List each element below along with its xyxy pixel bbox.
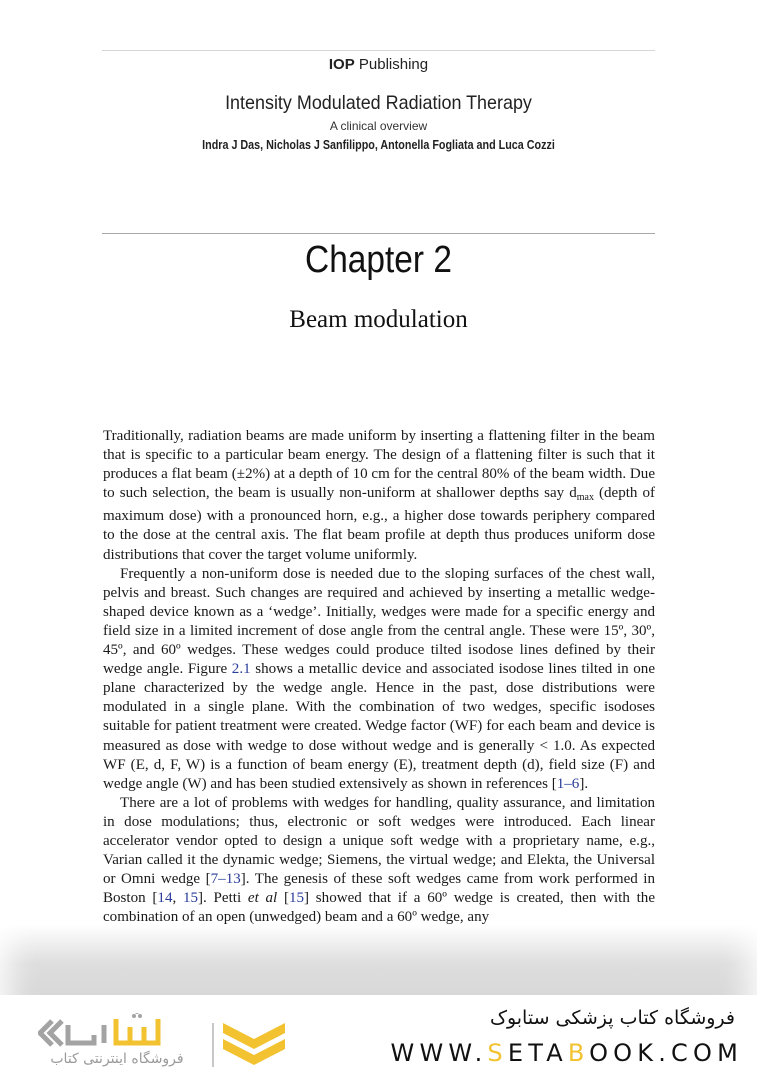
reference-link[interactable]: 14 [157, 890, 173, 907]
subscript-max: max [576, 492, 594, 504]
reference-link[interactable]: 1–6 [556, 775, 580, 792]
header-rule [102, 50, 655, 51]
paragraph-3: There are a lot of problems with wedges for handling, quality assurance, and limitation in dose modulations; thus, electronic or soft wedges were introduced. Each linear accelerator vendor opted to design a unique soft wedge with a proprietary name, e.g., Varian called it the dynamic wedge; Siemens, the virtual wedge; and Elekta, the Universal or Omni wedge [7–13]. The genesis of these soft wedges came from work performed in Boston [14, 15]. Petti et al [15] showed that if a 60º wedge is created, then with the combination of an open (unwedged) beam and a 60º wedge, any [103, 794, 656, 926]
chapter-title: Beam modulation [289, 306, 468, 333]
setabook-logo[interactable] [38, 1013, 298, 1073]
reference-link[interactable]: 15 [289, 890, 305, 907]
chapter-label: Chapter 2 [305, 239, 452, 281]
italic-et-al: et al [247, 890, 278, 907]
page-fade-overlay [0, 925, 757, 995]
reference-link[interactable]: 15 [182, 890, 199, 907]
book-subtitle: A clinical overview [329, 119, 428, 133]
watermark-footer [0, 995, 757, 1080]
logo-caption: فروشگاه اینترنتی کتاب [50, 1051, 184, 1067]
publisher-line [0, 56, 757, 73]
store-name: فروشگاه کتاب پزشکی ستابوک [489, 1007, 735, 1029]
paragraph-2: Frequently a non-uniform dose is needed due to the sloping surfaces of the chest wall, pelvis and breast. Such changes are required and achieved by inserting a metallic wedge-shaped device known as a ‘wedge’. Initially, wedges were made for a specific energy and field size in a limited increment of dose angle from the central angle. These were 15º, 30º, 45º, and 60º wedges. These wedges could produce tilted isodose lines defined by their wedge angle. Figure 2.1 shows a metallic device and associated isodose lines tilted in one plane characterized by the wedge angle. Hence in the past, dose distributions were modulated in a single plane. With the combination of two wedges, specific isodoses suitable for patient treatment were created. Wedge factor (WF) for each beam and device is measured as dose with wedge to dose without wedge and is generally < 1.0. As expected WF (E, d, F, W) is a function of beam energy (E), treatment depth (d), field size (F) and wedge angle (W) and has been studied extensively as shown in references [1–6]. [103, 565, 656, 792]
body-text [103, 427, 655, 927]
store-url[interactable]: WWW.SETABOOK.COM [390, 1039, 743, 1067]
figure-link[interactable]: 2.1 [231, 661, 251, 678]
paragraph-1: Traditionally, radiation beams are made uniform by inserting a flattening filter in the beam that is specific to a particular beam energy. The design of a flattening filter is such that it produces a flat beam (±2%) at a depth of 10 cm for the central 80% of the beam width. Due to such selection, the beam is usually non-uniform at shallower depths say $d_{max}$ (depth of maximum dose) with a pronounced horn, e.g., a higher dose towards periphery compared to the dose at the central axis. The flat beam profile at depth thus produces uniform dose distributions that cover the target volume uniformly. [103, 428, 656, 563]
book-authors: Indra J Das, Nicholas J Sanfilippo, Antonella Fogliata and Luca Cozzi [202, 138, 555, 152]
book-title: Intensity Modulated Radiation Therapy [225, 92, 532, 114]
chapter-rule [102, 233, 655, 234]
publisher-bold: IOP [328, 56, 355, 73]
reference-link[interactable]: 7–13 [210, 871, 241, 888]
publisher-rest: Publishing [354, 56, 429, 73]
